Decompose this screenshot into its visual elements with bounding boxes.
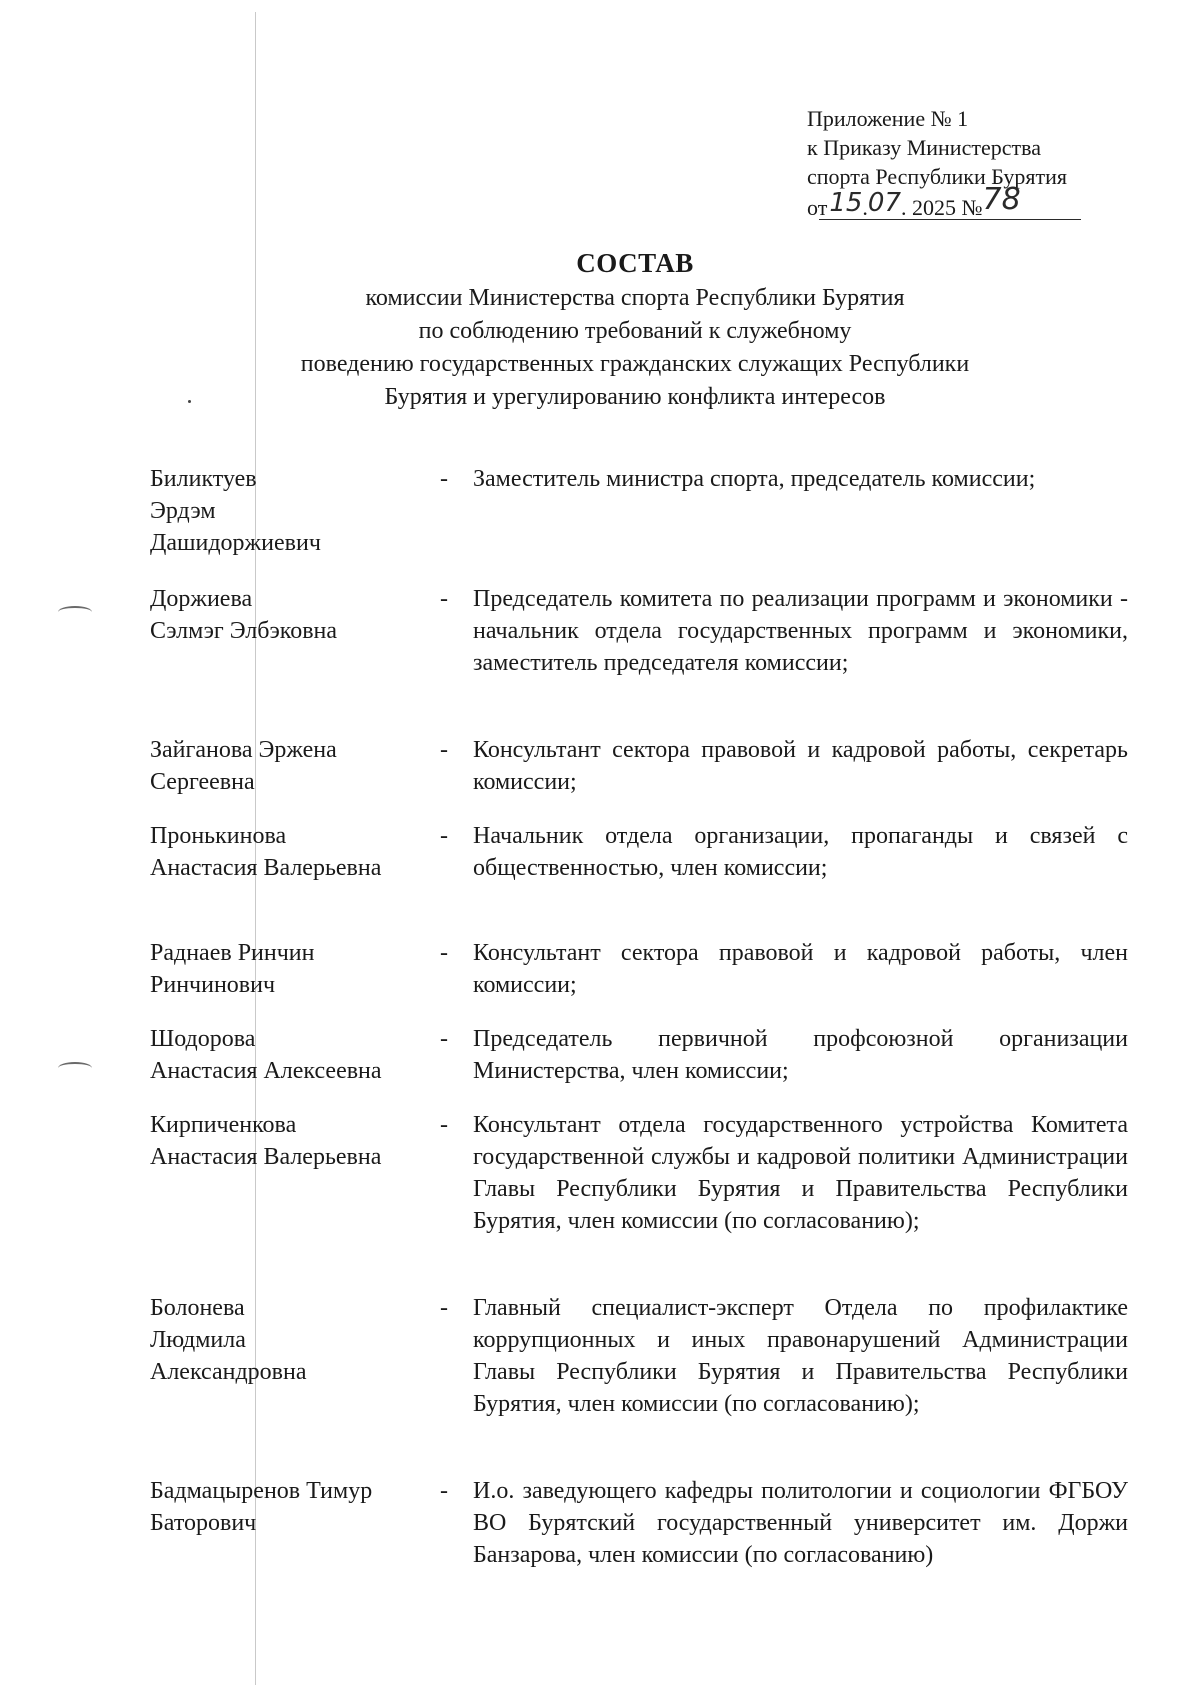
- margin-punch-mark: [58, 606, 92, 618]
- subtitle-line: комиссии Министерства спорта Республики Бурятия: [365, 285, 905, 311]
- date-year: . 2025 №: [901, 195, 983, 220]
- member-role: Начальник отдела организации, пропаганды и связей с общественностью, член комиссии;: [473, 823, 1128, 881]
- member-dash: -: [440, 823, 448, 849]
- member-role: Консультант сектора правовой и кадровой работы, секретарь комиссии;: [473, 737, 1128, 795]
- appendix-line: Приложение № 1: [807, 106, 969, 131]
- document-subtitle: [0, 282, 1200, 414]
- subtitle-line: по соблюдению требований к служебному: [418, 318, 852, 344]
- member-role: Консультант отдела государственного устройства Комитета государственной службы и кадровой политики Администрации Главы Республики Бурятия и Правительства Республики Бурятия, член комиссии (по согласованию);: [473, 1112, 1128, 1234]
- member-name: Доржиева Сэлмэг Элбэковна: [150, 586, 338, 644]
- member-role: Консультант сектора правовой и кадровой работы, член комиссии;: [473, 940, 1128, 998]
- member-dash: -: [440, 1026, 448, 1052]
- member-name: Бадмацыренов Тимур Баторович: [150, 1478, 373, 1536]
- member-role: Главный специалист-эксперт Отдела по профилактике коррупционных и иных правонарушений Администрации Главы Республики Бурятия и Правительства Республики Бурятия, член комиссии (по согласованию);: [473, 1295, 1128, 1417]
- subtitle-line: поведению государственных гражданских служащих Республики: [300, 351, 970, 377]
- appendix-block: [807, 104, 1067, 222]
- member-role: Заместитель министра спорта, председатель комиссии;: [473, 466, 1036, 492]
- document-title: СОСТАВ: [576, 248, 694, 278]
- date-underline: [819, 219, 1081, 220]
- appendix-line: к Приказу Министерства: [807, 135, 1041, 160]
- member-name: Шодорова Анастасия Алексеевна: [150, 1026, 382, 1084]
- appendix-line: спорта Республики Бурятия: [807, 164, 1067, 189]
- member-dash: -: [440, 1295, 448, 1321]
- member-dash: -: [440, 737, 448, 763]
- member-role: Председатель первичной профсоюзной организации Министерства, член комиссии;: [473, 1026, 1128, 1084]
- handwritten-month: 07: [867, 188, 902, 218]
- margin-punch-mark: [58, 1062, 92, 1074]
- appendix-date-line: [807, 182, 1067, 222]
- member-name: Пронькинова Анастасия Валерьевна: [150, 823, 382, 881]
- member-name: Раднаев Ринчин Ринчинович: [150, 940, 315, 998]
- member-dash: -: [440, 940, 448, 966]
- member-dash: -: [440, 1478, 448, 1504]
- subtitle-line: Бурятия и урегулированию конфликта интересов: [384, 384, 886, 410]
- handwritten-day: 15: [829, 188, 863, 218]
- member-role: И.о. заведующего кафедры политологии и социологии ФГБОУ ВО Бурятский государственный университет им. Доржи Банзарова, член комиссии (по согласованию): [473, 1478, 1128, 1568]
- member-name: Кирпиченкова Анастасия Валерьевна: [150, 1112, 382, 1170]
- handwritten-order-number: 78: [982, 182, 1021, 217]
- member-name: Биликтуев Эрдэм Дашидоржиевич: [150, 466, 321, 556]
- member-name: Зайганова Эржена Сергеевна: [150, 737, 337, 795]
- member-dash: -: [440, 586, 448, 612]
- member-role: Председатель комитета по реализации программ и экономики - начальник отдела государственных программ и экономики, заместитель председателя комиссии;: [473, 586, 1128, 676]
- date-prefix: от: [807, 195, 828, 220]
- member-name: Болонева Людмила Александровна: [150, 1295, 307, 1385]
- member-dash: -: [440, 1112, 448, 1138]
- date-separator: .: [862, 195, 868, 220]
- member-dash: -: [440, 466, 448, 492]
